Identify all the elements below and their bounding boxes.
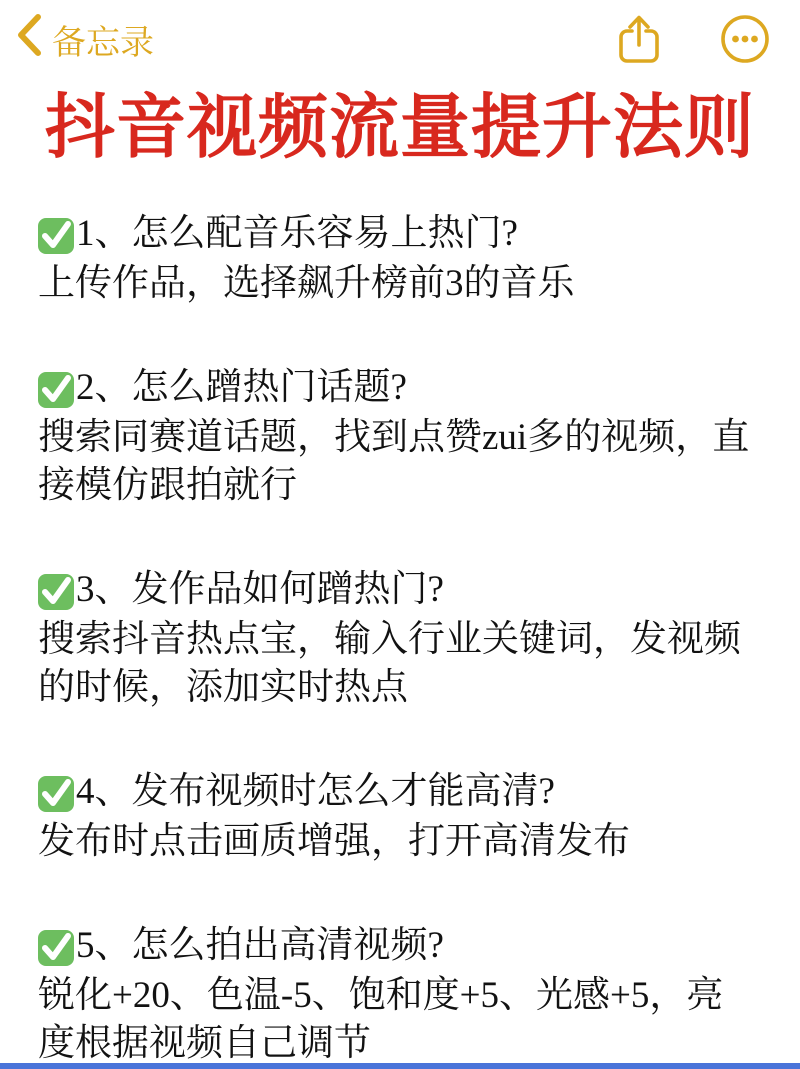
question-line xyxy=(38,922,760,970)
question-number: 5、 xyxy=(76,924,132,966)
answer-text: 搜索抖音热点宝，输入行业关键词，发视频的时候，添加实时热点 xyxy=(38,618,741,708)
question-number: 4、 xyxy=(76,770,132,812)
green-check-icon xyxy=(38,370,74,408)
question-line xyxy=(38,364,760,412)
note-body xyxy=(0,210,800,1068)
nav-bar xyxy=(0,0,800,70)
bottom-accent-bar xyxy=(0,1063,800,1069)
question-number: 2、 xyxy=(76,366,132,408)
question-text: 发作品如何蹭热门? xyxy=(131,568,444,610)
tip-section-3 xyxy=(38,566,760,712)
question-text: 怎么蹭热门话题? xyxy=(131,366,407,408)
nav-actions xyxy=(616,14,770,64)
question-line xyxy=(38,566,760,614)
question-line xyxy=(38,768,760,816)
back-button[interactable] xyxy=(16,13,154,66)
share-icon xyxy=(616,14,662,64)
tip-section-5 xyxy=(38,922,760,1068)
question-text: 怎么配音乐容易上热门? xyxy=(131,212,518,254)
answer-text: 上传作品，选择飙升榜前3的音乐 xyxy=(38,262,575,304)
share-button[interactable] xyxy=(616,14,662,64)
answer-text: 搜索同赛道话题，找到点赞zui多的视频，直接模仿跟拍就行 xyxy=(38,416,750,506)
question-text: 发布视频时怎么才能高清? xyxy=(131,770,555,812)
answer-text: 锐化+20、色温-5、饱和度+5、光感+5，亮度根据视频自己调节 xyxy=(38,974,724,1064)
green-check-icon xyxy=(38,928,74,966)
green-check-icon xyxy=(38,572,74,610)
tip-section-4 xyxy=(38,768,760,866)
ellipsis-circle-icon xyxy=(720,14,770,64)
question-number: 3、 xyxy=(76,568,132,610)
green-check-icon xyxy=(38,216,74,254)
question-text: 怎么拍出高清视频? xyxy=(131,924,444,966)
note-title: 抖音视频流量提升法则 xyxy=(45,88,755,166)
back-label: 备忘录 xyxy=(52,23,154,62)
question-line xyxy=(38,210,760,258)
question-number: 1、 xyxy=(76,212,132,254)
tip-section-1 xyxy=(38,210,760,308)
answer-text: 发布时点击画质增强，打开高清发布 xyxy=(38,820,630,862)
chevron-left-icon xyxy=(16,13,42,66)
tip-section-2 xyxy=(38,364,760,510)
more-button[interactable] xyxy=(720,14,770,64)
green-check-icon xyxy=(38,774,74,812)
